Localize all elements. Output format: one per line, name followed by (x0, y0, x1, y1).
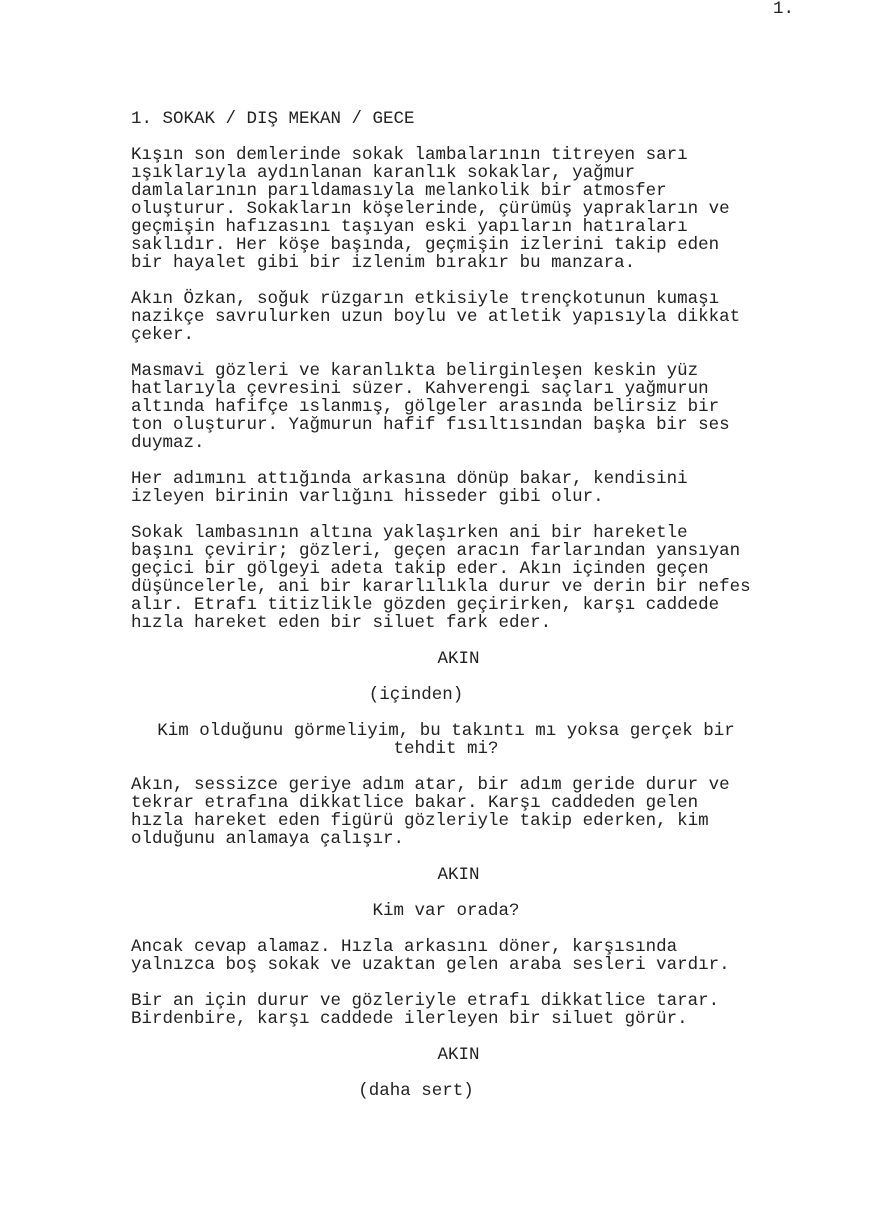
action-line: çeker. (131, 325, 195, 345)
character-name: AKIN (437, 865, 480, 885)
action-line: ışıklarıyla aydınlanan karanlık sokaklar, yağmur (131, 163, 636, 183)
action-line: Masmavi gözleri ve karanlıkta belirginleşen keskin yüz (131, 361, 699, 381)
action-line: izleyen birinin varlığını hisseder gibi olur. (131, 487, 604, 507)
action-paragraph (131, 362, 791, 452)
action-line: Birdenbire, karşı caddede ilerleyen bir siluet görür. (131, 1009, 688, 1029)
dialogue-line: Kim olduğunu görmeliyim, bu takıntı mı yoksa gerçek bir (157, 721, 735, 741)
action-line: Ancak cevap alamaz. Hızla arkasını döner, karşısında (131, 937, 678, 957)
action-line: hızla hareket eden bir siluet fark eder. (131, 613, 552, 633)
action-paragraph (131, 470, 791, 506)
action-line: Akın Özkan, soğuk rüzgarın etkisiyle trençkotunun kumaşı (131, 289, 720, 309)
action-line: Her adımını attığında arkasına dönüp bakar, kendisini (131, 469, 688, 489)
action-line: Kışın son demlerinde sokak lambalarının titreyen sarı (131, 145, 688, 165)
action-paragraph (131, 938, 791, 974)
scene-heading: 1. SOKAK / DIŞ MEKAN / GECE (131, 109, 415, 129)
dialogue-line: tehdit mi? (393, 739, 499, 759)
action-paragraph (131, 290, 791, 344)
parenthetical: (daha sert) (358, 1081, 474, 1101)
action-line: altında hafifçe ıslanmış, gölgeler arasında belirsiz bir (131, 397, 720, 417)
action-line: bir hayalet gibi bir izlenim bırakır bu manzara. (131, 253, 636, 273)
action-line: tekrar etrafına dikkatlice bakar. Karşı caddeden gelen (131, 793, 699, 813)
action-line: nazikçe savrulurken uzun boylu ve atletik yapısıyla dikkat (131, 307, 741, 327)
page-number: 1. (772, 0, 794, 19)
action-paragraph (131, 992, 791, 1028)
action-paragraph (131, 524, 791, 632)
action-line: alır. Etrafı titizlikle gözden geçirirken, karşı caddede (131, 595, 720, 615)
screenplay-body (131, 110, 791, 1118)
action-line: geçici bir gölgeyi adeta takip eder. Akın içinden geçen (131, 559, 709, 579)
character-name: AKIN (437, 1045, 480, 1065)
action-line: düşüncelerle, ani bir kararlılıkla durur ve derin bir nefes (131, 577, 751, 597)
action-line: hatlarıyla çevresini süzer. Kahverengi saçları yağmurun (131, 379, 709, 399)
action-line: başını çevirir; gözleri, geçen aracın farlarından yansıyan (131, 541, 741, 561)
dialogue (131, 722, 761, 758)
dialogue: Kim var orada? (372, 901, 520, 921)
action-paragraph (131, 776, 791, 848)
action-line: duymaz. (131, 433, 205, 453)
action-line: oluşturur. Sokakların köşelerinde, çürümüş yaprakların ve (131, 199, 730, 219)
action-line: yalnızca boş sokak ve uzaktan gelen araba sesleri vardır. (131, 955, 730, 975)
action-line: damlalarının parıldamasıyla melankolik bir atmosfer (131, 181, 667, 201)
action-line: saklıdır. Her köşe başında, geçmişin izlerini takip eden (131, 235, 720, 255)
action-line: Akın, sessizce geriye adım atar, bir adım geride durur ve (131, 775, 730, 795)
action-line: olduğunu anlamaya çalışır. (131, 829, 405, 849)
action-paragraph (131, 146, 791, 272)
action-line: ton oluşturur. Yağmurun hafif fısıltısından başka bir ses (131, 415, 730, 435)
action-line: geçmişin hafızasını taşıyan eski yapıların hatıraları (131, 217, 688, 237)
character-name: AKIN (437, 649, 480, 669)
parenthetical: (içinden) (368, 685, 464, 705)
action-line: Bir an için durur ve gözleriyle etrafı dikkatlice tarar. (131, 991, 720, 1011)
action-line: hızla hareket eden figürü gözleriyle takip ederken, kim (131, 811, 709, 831)
action-line: Sokak lambasının altına yaklaşırken ani bir hareketle (131, 523, 688, 543)
